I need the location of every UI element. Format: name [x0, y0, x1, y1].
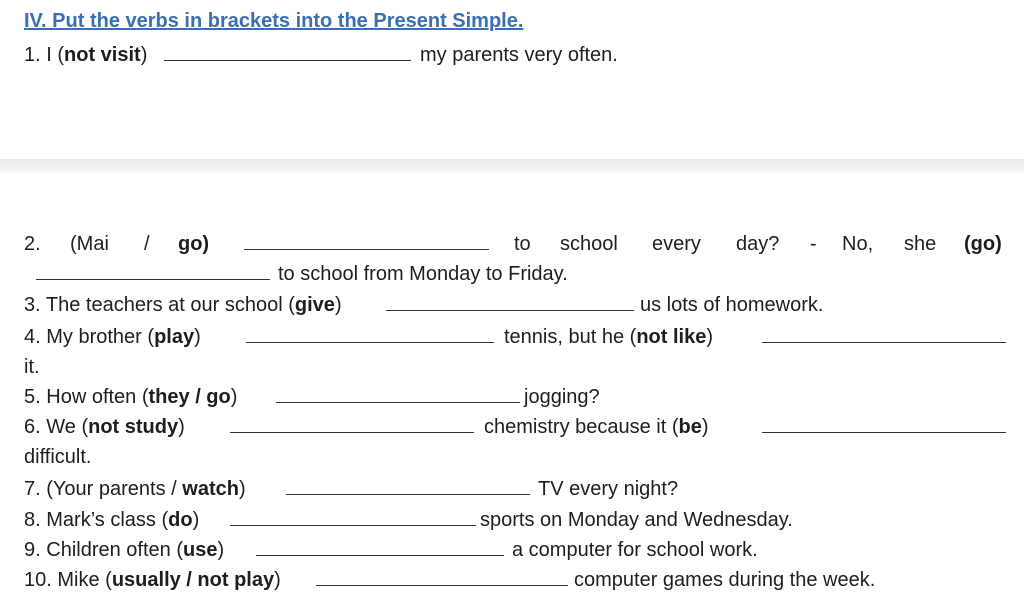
verb-prompt: usually / not play	[111, 569, 275, 591]
sentence-text: difficult.	[24, 446, 92, 468]
exercise-number: 5.	[24, 386, 41, 408]
answer-blank[interactable]	[246, 342, 494, 343]
exercise-line: 9. Children often (use) a computer for school work.	[24, 535, 1006, 565]
verb-prompt: be	[678, 416, 702, 438]
verb-prompt: not study	[88, 416, 179, 438]
verb-prompt: (go)	[964, 233, 1002, 255]
verb-prompt: not visit	[64, 44, 141, 66]
sentence-text: to school from Monday to Friday.	[278, 263, 568, 285]
section-divider	[0, 159, 1024, 173]
verb-prompt: go)	[178, 233, 210, 255]
verb-prompt: play	[154, 326, 195, 348]
exercise-line	[24, 442, 1006, 472]
exercise-2	[24, 229, 1006, 289]
sentence-text: TV every night?	[538, 478, 679, 500]
exercise-4	[24, 322, 1006, 382]
exercise-number: 4.	[24, 326, 41, 348]
exercise-number: 3.	[24, 294, 41, 316]
answer-blank[interactable]	[230, 432, 474, 433]
verb-prompt: use	[183, 539, 218, 561]
answer-blank[interactable]	[256, 555, 504, 556]
verb-prompt: give	[294, 294, 335, 316]
answer-blank[interactable]	[316, 585, 568, 586]
exercise-line: 8. Mark’s class (do) sports on Monday and Wednesday.	[24, 505, 1006, 535]
exercise-number: 1.	[24, 44, 41, 66]
exercise-line: 5. How often (they / go) jogging?	[24, 382, 1006, 412]
sentence-text: jogging?	[524, 386, 600, 408]
verb-prompt: watch	[182, 478, 239, 500]
exercise-5	[24, 382, 1006, 412]
answer-blank[interactable]	[164, 60, 411, 61]
exercise-number: 9.	[24, 539, 41, 561]
answer-blank[interactable]	[276, 402, 520, 403]
answer-blank[interactable]	[762, 342, 1006, 343]
exercise-line: 6. We (not study) chemistry because it (be)	[24, 412, 1006, 442]
sentence-text: a computer for school work.	[512, 539, 758, 561]
exercise-line: 3. The teachers at our school (give) us lots of homework.	[24, 290, 1006, 320]
exercise-line	[24, 259, 1006, 289]
exercise-line: 2. (Mai / go) to school every day? - No, she (go)	[24, 229, 1006, 259]
exercise-10	[24, 565, 1006, 595]
exercise-number: 2.	[24, 233, 41, 255]
exercise-line	[24, 352, 1006, 382]
answer-blank[interactable]	[36, 279, 270, 280]
sentence-text: my parents very often.	[420, 44, 618, 66]
exercise-line: 4. My brother (play) tennis, but he (not like)	[24, 322, 1006, 352]
exercise-number: 10.	[24, 569, 52, 591]
exercise-number: 7.	[24, 478, 41, 500]
verb-prompt: they / go	[148, 386, 231, 408]
exercise-1	[24, 40, 1006, 70]
verb-prompt: do	[168, 509, 193, 531]
sentence-text: sports on Monday and Wednesday.	[480, 509, 793, 531]
exercise-number: 6.	[24, 416, 41, 438]
verb-prompt: not like	[636, 326, 707, 348]
exercise-line: 10. Mike (usually / not play) computer games during the week.	[24, 565, 1006, 595]
answer-blank[interactable]	[386, 310, 634, 311]
sentence-text: it.	[24, 356, 40, 378]
exercise-heading: IV. Put the verbs in brackets into the Present Simple.	[24, 10, 524, 32]
answer-blank[interactable]	[244, 249, 489, 250]
sentence-text: computer games during the week.	[574, 569, 876, 591]
exercise-line: 1. I (not visit) my parents very often.	[24, 40, 1006, 70]
answer-blank[interactable]	[230, 525, 476, 526]
sentence-text: us lots of homework.	[640, 294, 824, 316]
exercise-3	[24, 290, 1006, 320]
exercise-9	[24, 535, 1006, 565]
exercise-line: 7. (Your parents / watch) TV every night?	[24, 474, 1006, 504]
answer-blank[interactable]	[286, 494, 530, 495]
exercise-number: 8.	[24, 509, 41, 531]
answer-blank[interactable]	[762, 432, 1006, 433]
exercise-8	[24, 505, 1006, 535]
exercise-7	[24, 474, 1006, 504]
exercise-6	[24, 412, 1006, 472]
